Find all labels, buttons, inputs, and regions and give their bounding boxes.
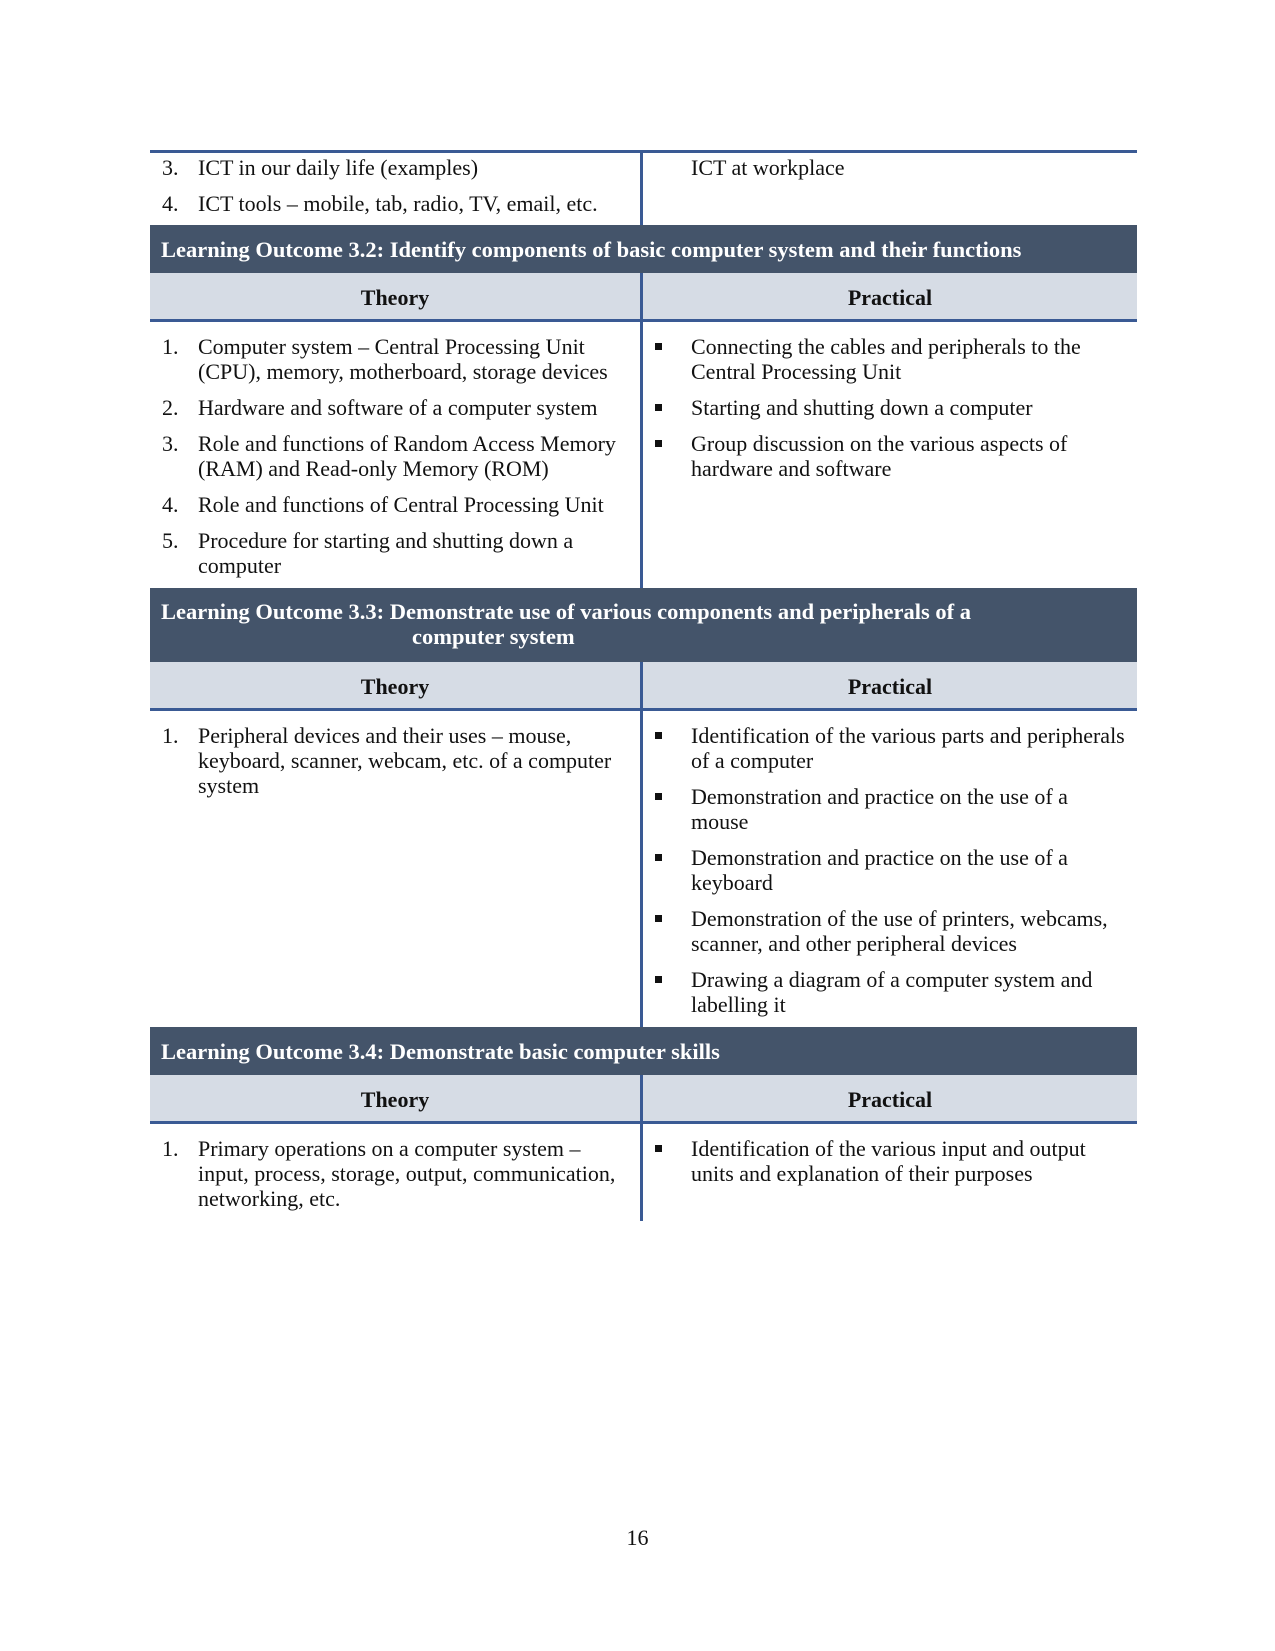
outcome-3-2-body (150, 322, 1137, 588)
practical-list (653, 723, 1127, 1017)
list-item: 4. Role and functions of Central Processing Unit (162, 492, 604, 517)
practical-cell (643, 1124, 1137, 1221)
theory-heading: Theory (150, 273, 643, 322)
list-item: Identification of the various parts and peripherals of a computer (653, 723, 1127, 773)
square-bullet-icon (655, 343, 662, 350)
theory-cell (150, 322, 643, 588)
outcome-3-2-header: Learning Outcome 3.2: Identify components of basic computer system and their functions (150, 225, 1137, 273)
outcome-3-2-subheader (150, 273, 1137, 322)
theory-list (160, 723, 630, 798)
theory-list (160, 334, 630, 578)
theory-list (160, 1136, 630, 1211)
theory-heading: Theory (150, 662, 643, 711)
square-bullet-icon (655, 732, 662, 739)
outcome-3-4-body (150, 1124, 1137, 1221)
continued-theory-cell (150, 153, 643, 225)
list-item: Identification of the various input and output units and explanation of their purposes (653, 1136, 1127, 1186)
outcome-3-3-title-line1: Learning Outcome 3.3: Demonstrate use of various components and peripherals of a (161, 599, 971, 624)
list-item: 1. Primary operations on a computer system – input, process, storage, output, communication, networking, etc. (162, 1136, 616, 1211)
square-bullet-icon (655, 404, 662, 411)
theory-cell (150, 1124, 643, 1221)
list-item: 4. ICT tools – mobile, tab, radio, TV, email, etc. (162, 191, 598, 216)
square-bullet-icon (655, 1145, 662, 1152)
practical-heading: Practical (643, 1075, 1137, 1124)
outcome-3-3-title-line2: computer system (412, 624, 575, 649)
outcome-3-4-header: Learning Outcome 3.4: Demonstrate basic computer skills (150, 1027, 1137, 1075)
list-item: Starting and shutting down a computer (653, 395, 1127, 420)
practical-heading: Practical (643, 662, 1137, 711)
outcome-3-3-header (150, 588, 1137, 662)
continued-practical-cell (643, 153, 1137, 225)
square-bullet-icon (655, 915, 662, 922)
list-item: 1. Computer system – Central Processing Unit (CPU), memory, motherboard, storage devices (162, 334, 608, 384)
theory-cell (150, 711, 643, 1027)
list-item: Connecting the cables and peripherals to the Central Processing Unit (653, 334, 1127, 384)
continued-theory-list (160, 155, 630, 216)
theory-heading: Theory (150, 1075, 643, 1124)
list-item: 2. Hardware and software of a computer system (162, 395, 598, 420)
square-bullet-icon (655, 854, 662, 861)
practical-cell (643, 322, 1137, 588)
list-item: Demonstration and practice on the use of a keyboard (653, 845, 1127, 895)
continued-practical-text: ICT at workplace (691, 155, 845, 180)
continued-row (150, 150, 1137, 225)
square-bullet-icon (655, 793, 662, 800)
practical-heading: Practical (643, 273, 1137, 322)
practical-list (653, 334, 1127, 481)
list-item: 1. Peripheral devices and their uses – mouse, keyboard, scanner, webcam, etc. of a computer system (162, 723, 612, 798)
practical-list (653, 1136, 1127, 1186)
outcome-3-3-subheader (150, 662, 1137, 711)
square-bullet-icon (655, 440, 662, 447)
practical-cell (643, 711, 1137, 1027)
list-item: Drawing a diagram of a computer system and labelling it (653, 967, 1127, 1017)
page-number: 16 (626, 1525, 649, 1550)
list-item: Group discussion on the various aspects of hardware and software (653, 431, 1127, 481)
curriculum-table (150, 150, 1137, 1221)
list-item: 3. Role and functions of Random Access Memory (RAM) and Read-only Memory (ROM) (162, 431, 616, 481)
outcome-3-3-body (150, 711, 1137, 1027)
list-item: 3. ICT in our daily life (examples) (162, 155, 479, 180)
square-bullet-icon (655, 976, 662, 983)
list-item: 5. Procedure for starting and shutting down a computer (162, 528, 574, 578)
list-item: Demonstration and practice on the use of a mouse (653, 784, 1127, 834)
list-item: Demonstration of the use of printers, webcams, scanner, and other peripheral devices (653, 906, 1127, 956)
outcome-3-4-subheader (150, 1075, 1137, 1124)
